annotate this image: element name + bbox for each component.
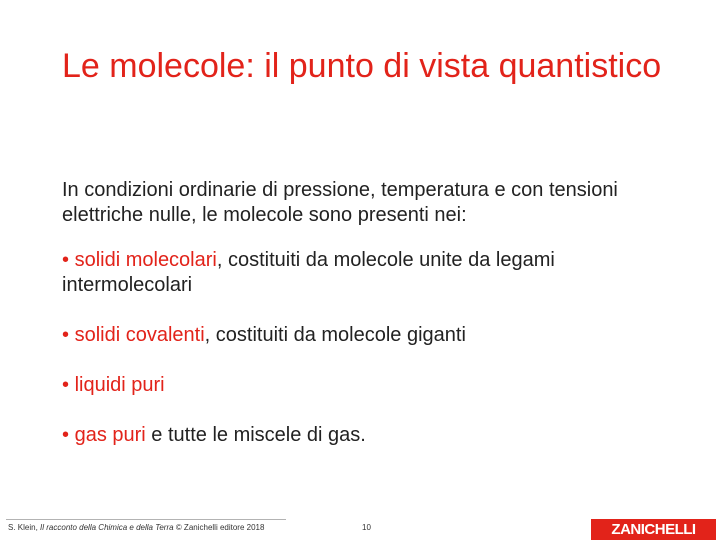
bullet-highlight: solidi covalenti xyxy=(74,324,205,346)
bullet-item-1 xyxy=(62,248,682,298)
footer-credit xyxy=(8,523,264,532)
bullet-highlight: liquidi puri xyxy=(74,374,165,396)
footer-book-title: Il racconto della Chimica e della Terra xyxy=(40,523,174,532)
bullet-highlight: gas puri xyxy=(74,424,146,446)
bullet-item-3 xyxy=(62,373,682,398)
bullet-text: , costituiti da molecole unite da legami intermolecolari xyxy=(62,249,555,296)
bullet-marker: • xyxy=(62,249,70,271)
intro-paragraph: In condizioni ordinarie di pressione, temperatura e con tensioni elettriche nulle, le molecole sono presenti nei: xyxy=(62,179,618,226)
bullet-text: e tutte le miscele di gas. xyxy=(145,424,366,446)
slide-body xyxy=(62,178,682,473)
zanichelli-logo: ZANICHELLI xyxy=(591,519,716,540)
bullet-text: , costituiti da molecole giganti xyxy=(204,324,466,346)
slide-title: Le molecole: il punto di vista quantistico xyxy=(62,47,662,85)
page-number: 10 xyxy=(362,523,371,532)
bullet-marker: • xyxy=(62,324,70,346)
bullet-item-2 xyxy=(62,323,682,348)
bullet-marker: • xyxy=(62,374,70,396)
bullet-highlight: solidi molecolari xyxy=(74,249,217,271)
footer-author: S. Klein, xyxy=(8,523,38,532)
bullet-marker: • xyxy=(62,424,70,446)
footer-publisher: © Zanichelli editore 2018 xyxy=(175,523,265,532)
bullet-item-4 xyxy=(62,423,682,448)
footer-divider xyxy=(6,519,286,520)
